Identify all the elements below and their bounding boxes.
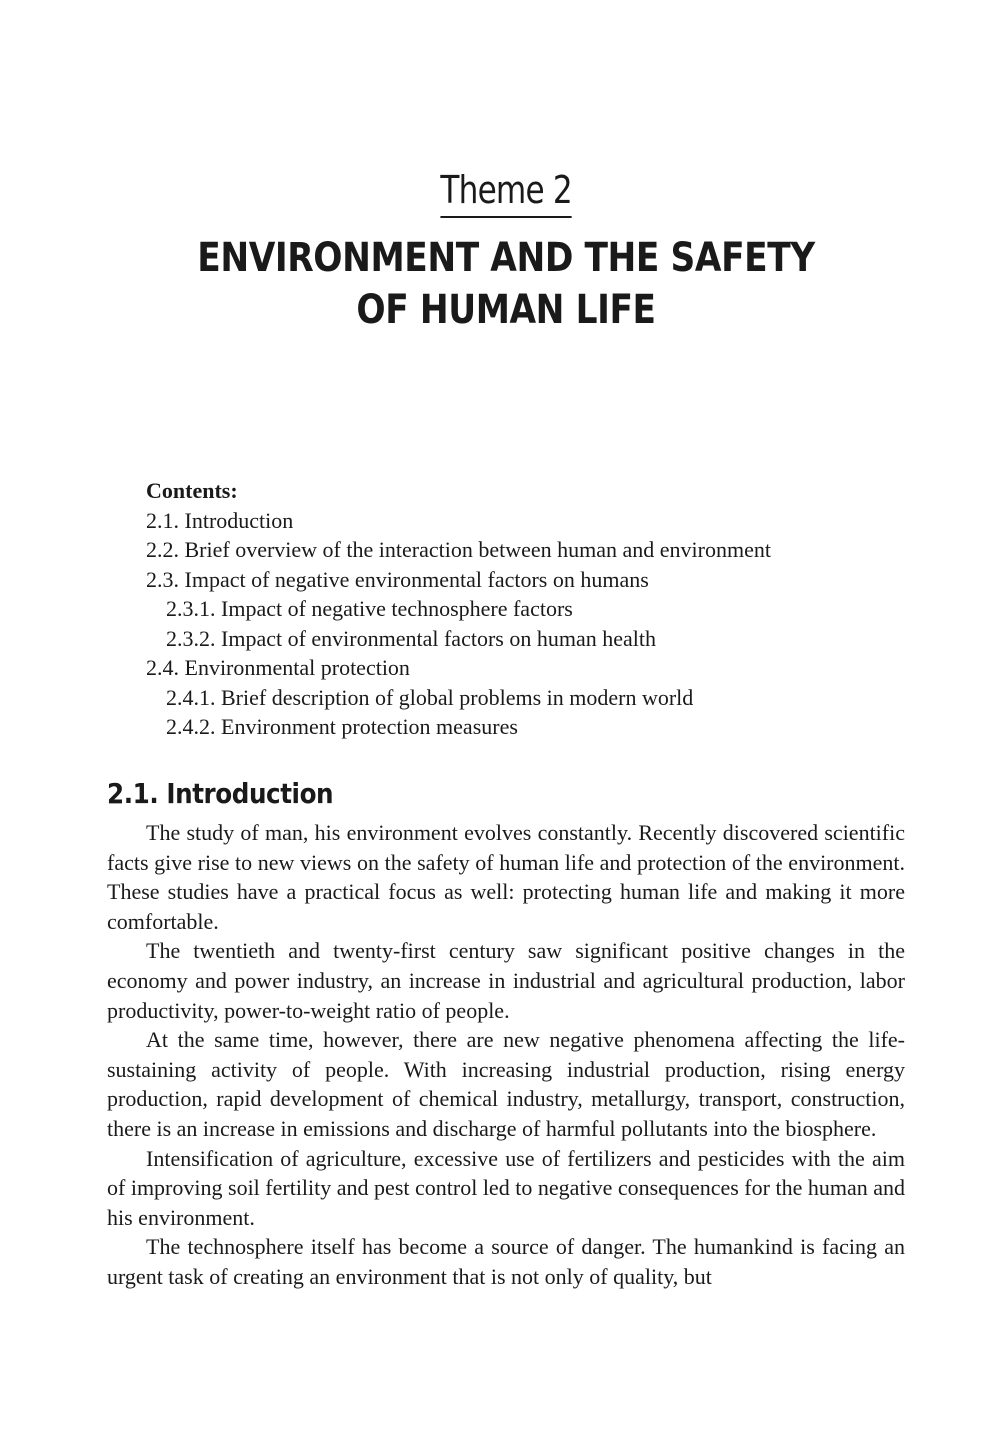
body-paragraph: At the same time, however, there are new negative phenomena affecting the life-sustaining activity of people. With increasing industrial production, rising energy production, rapid development of chemical industry, metallurgy, transport, construction, there is an increase in emissions and discharge of harmful pollutants into the biosphere. xyxy=(107,1027,905,1141)
contents-item: 2.2. Brief overview of the interaction between human and environment xyxy=(146,537,771,562)
body-paragraph: Intensification of agriculture, excessive use of fertilizers and pesticides with the aim of improving soil fertility and pest control led to negative consequences for the human and his environment. xyxy=(107,1145,905,1230)
contents-subitem: 2.4.2. Environment protection measures xyxy=(166,714,518,739)
body-paragraph: The study of man, his environment evolves constantly. Recently discovered scientific facts give rise to new views on the safety of human life and protection of the environment. These studies have a practical focus as well: protecting human life and making it more comfortable. xyxy=(107,820,905,934)
theme-title xyxy=(0,232,1000,336)
theme-title-line-2: OF HUMAN LIFE xyxy=(356,287,656,333)
body-paragraph: The twentieth and twenty-first century saw significant positive changes in the economy and power industry, an increase in industrial and agricultural production, labor productivity, power-to-weight ratio of people. xyxy=(107,938,905,1023)
contents-item: 2.3. Impact of negative environmental factors on humans xyxy=(146,566,649,592)
theme-title-line-1: ENVIRONMENT AND THE SAFETY xyxy=(197,235,815,281)
contents-subitem: 2.3.2. Impact of environmental factors on human health xyxy=(166,625,656,651)
contents-item: 2.1. Introduction xyxy=(146,507,294,533)
contents-heading: Contents: xyxy=(146,478,238,503)
contents-subitem: 2.4.1. Brief description of global problems in modern world xyxy=(166,684,694,710)
contents-subitem: 2.3.1. Impact of negative technosphere factors xyxy=(166,596,573,621)
section-body xyxy=(107,818,905,1292)
section-heading: 2.1. Introduction xyxy=(107,777,334,810)
table-of-contents xyxy=(146,476,906,742)
body-paragraph: The technosphere itself has become a source of danger. The humankind is facing an urgent task of creating an environment that is not only of quality, but xyxy=(107,1234,905,1289)
theme-label-text: Theme 2 xyxy=(440,166,571,218)
contents-item: 2.4. Environmental protection xyxy=(146,655,410,680)
theme-label xyxy=(0,166,1000,218)
